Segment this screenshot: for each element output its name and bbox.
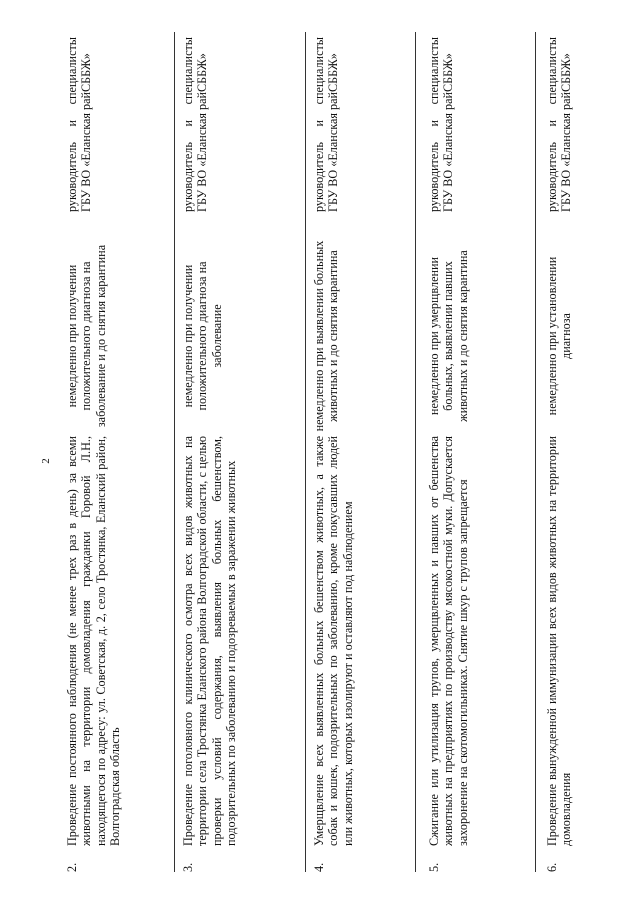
- term-text: немедленно при умерщвлении больных, выявлении павших животных и до снятия карантина: [427, 250, 470, 422]
- row-number: 6.: [545, 862, 559, 872]
- term-text: немедленно при выявлении больных животных и до снятия карантина: [312, 240, 341, 432]
- term-text: немедленно при установлении диагноза: [545, 256, 574, 416]
- table-row: [181, 32, 305, 872]
- responsible-text: руководитель и специалисты ГБУ ВО «Еланская райСББЖ»: [312, 37, 341, 212]
- row-divider: [174, 32, 175, 872]
- term-text: немедленно при получении положительного диагноза на заболевание: [181, 261, 224, 411]
- row-divider: [535, 32, 536, 872]
- table-row: [312, 32, 408, 872]
- measures-table: [65, 32, 635, 872]
- row-number: 3.: [181, 862, 195, 872]
- page-number: 2: [40, 458, 52, 464]
- measure-text: Умерщвление всех выявленных больных бешенством животных, а также собак и кошек, подозрительных по заболеванию, кроме покусавших людей или животных, которых изолируют и оставляют под наблюдением: [312, 436, 355, 846]
- table-row: [65, 32, 171, 872]
- table-row: [545, 32, 605, 872]
- measure-text: Сжигание или утилизация трупов, умерщвленных и павших от бешенства животных на предприятиях по производству мясокостной муки. Допускается захоронение на скотомогильниках. Снятие шкур с трупов запрещается: [427, 436, 470, 846]
- responsible-text: руководитель и специалисты ГБУ ВО «Еланская райСББЖ»: [427, 37, 456, 212]
- row-divider: [415, 32, 416, 872]
- measure-text: Проведение постоянного наблюдения (не менее трех раз в день) за всеми животными на территории домовладения гражданки Горовой Л.Н., находящегося по адресу: ул. Советская, д. 2, село Тростянка, Еланский район, Волгоградская область: [65, 436, 122, 846]
- responsible-text: руководитель и специалисты ГБУ ВО «Еланская райСББЖ»: [545, 37, 574, 212]
- row-divider: [305, 32, 306, 872]
- term-text: немедленно при получении положительного диагноза на заболевание и до снятия карантина: [65, 244, 108, 428]
- responsible-text: руководитель и специалисты ГБУ ВО «Еланская райСББЖ»: [181, 37, 210, 212]
- measure-text: Проведение поголовного клинического осмотра всех видов животных на территории села Тростянка Еланского района Волгоградской области, с целью проверки условий содержания, выявления больных бешенством, подозрительных по заболеванию и подозреваемых в заражении животных: [181, 436, 238, 846]
- row-number: 5.: [427, 862, 441, 872]
- responsible-text: руководитель и специалисты ГБУ ВО «Еланская райСББЖ»: [65, 37, 94, 212]
- measure-text: Проведение вынужденной иммунизации всех видов животных на территории домовладения: [545, 436, 574, 846]
- table-row: [427, 32, 527, 872]
- row-number: 4.: [312, 862, 326, 872]
- row-number: 2.: [65, 862, 79, 872]
